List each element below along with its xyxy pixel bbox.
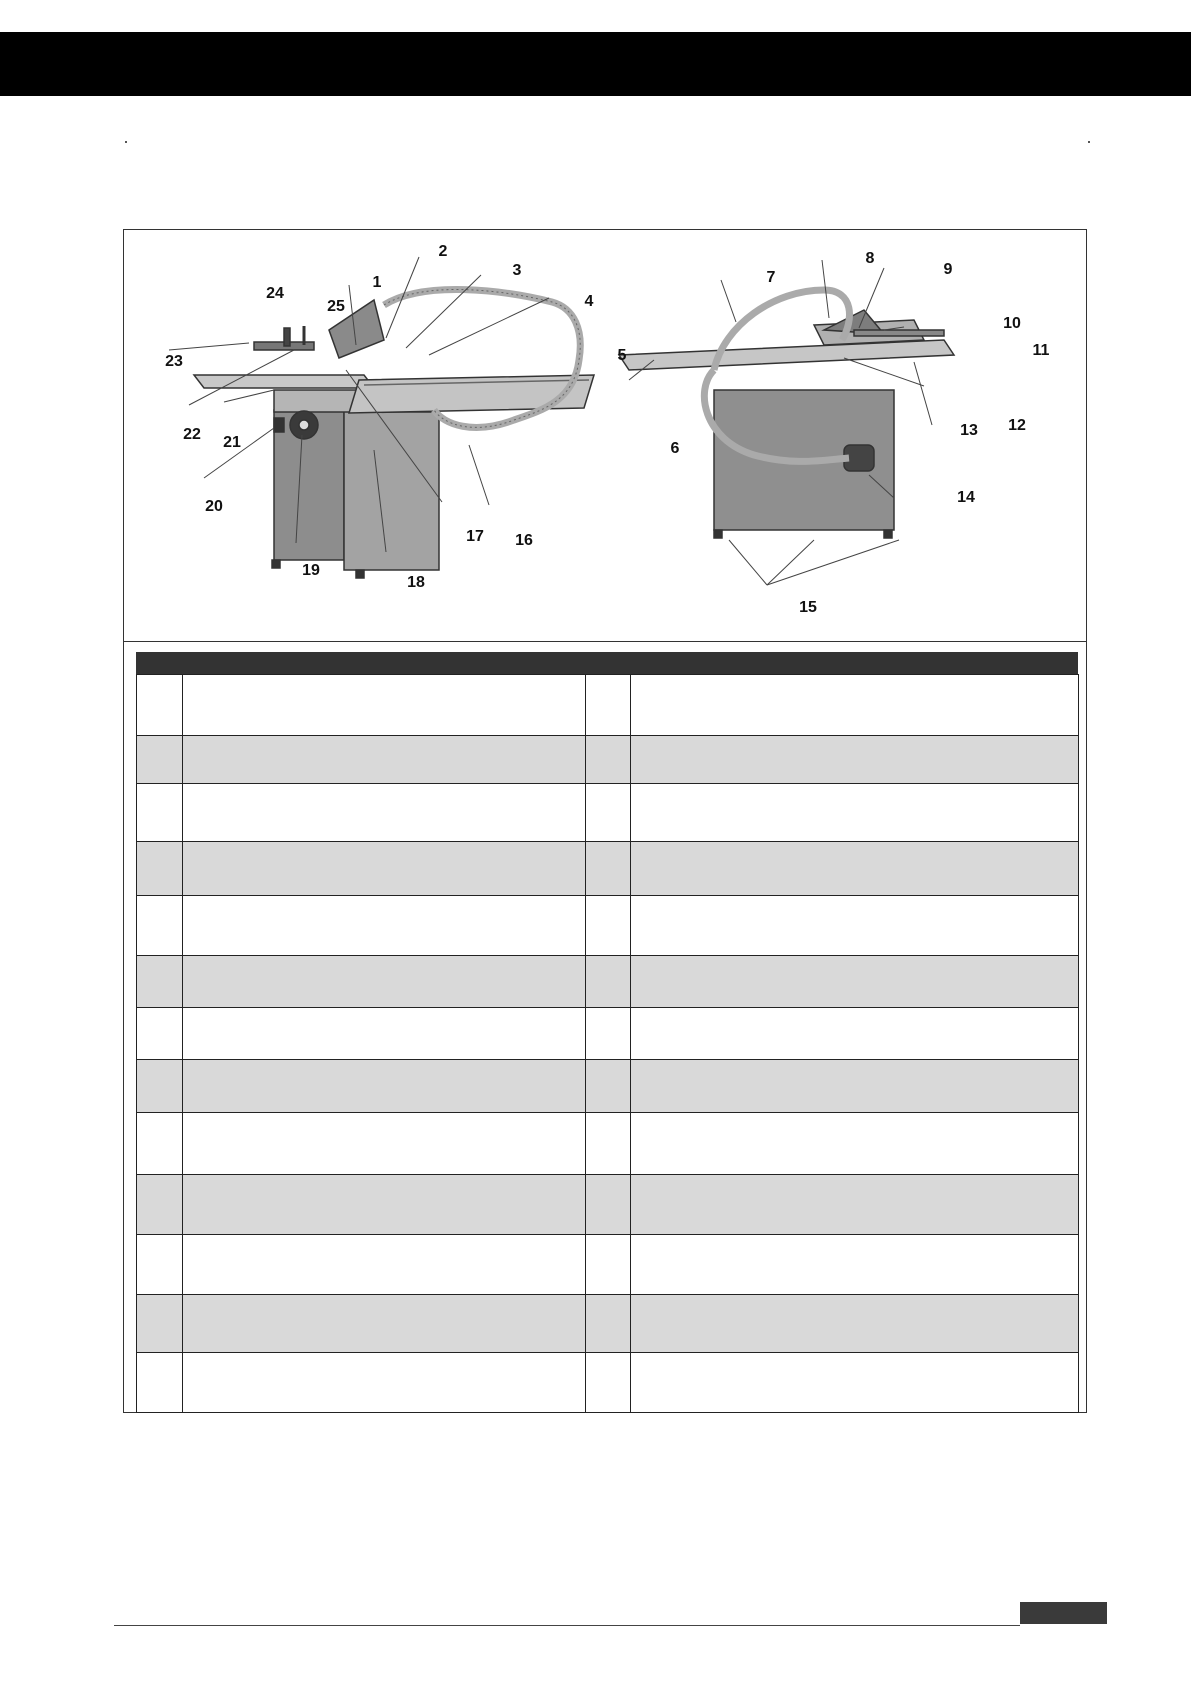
table-row [137, 896, 1079, 956]
table-row [137, 1353, 1079, 1413]
machine-illustration [123, 229, 1087, 641]
callout-18: 18 [407, 574, 425, 591]
part-description [183, 1353, 586, 1413]
left-view [194, 300, 594, 578]
part-number [586, 1113, 631, 1175]
callout-20: 20 [205, 498, 223, 515]
part-number [137, 1175, 183, 1235]
part-description [183, 736, 586, 784]
part-description [631, 784, 1079, 842]
callout-2: 2 [438, 243, 448, 260]
part-number [586, 896, 631, 956]
footer-rule [114, 1625, 1020, 1626]
part-number [586, 1295, 631, 1353]
table-row [137, 1008, 1079, 1060]
table-row [137, 1235, 1079, 1295]
parts-list-header [136, 652, 1078, 674]
part-description [631, 1295, 1079, 1353]
right-view [619, 310, 954, 538]
part-number [586, 842, 631, 896]
part-number [586, 1008, 631, 1060]
part-description [183, 1008, 586, 1060]
part-description [631, 842, 1079, 896]
part-description [183, 1113, 586, 1175]
table-row [137, 956, 1079, 1008]
part-description [631, 956, 1079, 1008]
part-description [183, 1175, 586, 1235]
part-number [586, 1175, 631, 1235]
callout-14: 14 [957, 489, 975, 506]
table-row [137, 736, 1079, 784]
part-number [586, 675, 631, 736]
callout-19: 19 [302, 562, 320, 579]
part-description [631, 1175, 1079, 1235]
part-number [137, 1295, 183, 1353]
callout-17: 17 [466, 528, 484, 545]
parts-list [123, 641, 1087, 1413]
part-number [586, 1060, 631, 1113]
part-number [137, 1235, 183, 1295]
callout-4: 4 [584, 293, 594, 310]
part-description [631, 1008, 1079, 1060]
part-description [183, 1295, 586, 1353]
part-number [137, 1008, 183, 1060]
part-description [183, 896, 586, 956]
part-description [631, 1235, 1079, 1295]
callout-10: 10 [1003, 315, 1021, 332]
part-number [586, 784, 631, 842]
callout-3: 3 [512, 262, 522, 279]
part-number [137, 842, 183, 896]
table-row [137, 1295, 1079, 1353]
part-number [586, 736, 631, 784]
part-number [137, 736, 183, 784]
part-description [183, 675, 586, 736]
header-bar [0, 32, 1191, 96]
part-number [137, 1113, 183, 1175]
part-number [137, 896, 183, 956]
part-number [137, 1353, 183, 1413]
part-description [183, 956, 586, 1008]
page-corner-mark [125, 141, 127, 143]
page-number-tab [1020, 1602, 1107, 1624]
part-description [631, 896, 1079, 956]
callout-7: 7 [766, 269, 776, 286]
table-row [137, 1113, 1079, 1175]
part-description [183, 784, 586, 842]
page-corner-mark [1088, 141, 1090, 143]
part-number [586, 1235, 631, 1295]
table-row [137, 675, 1079, 736]
callout-15: 15 [799, 599, 817, 616]
callout-23: 23 [165, 353, 183, 370]
part-number [137, 1060, 183, 1113]
part-description [183, 842, 586, 896]
part-number [137, 784, 183, 842]
part-description [631, 736, 1079, 784]
part-number [137, 956, 183, 1008]
part-description [631, 675, 1079, 736]
table-row [137, 1175, 1079, 1235]
part-description [183, 1235, 586, 1295]
part-number [137, 675, 183, 736]
table-row [137, 1060, 1079, 1113]
part-description [631, 1113, 1079, 1175]
part-description [631, 1060, 1079, 1113]
callout-25: 25 [327, 298, 345, 315]
table-row [137, 784, 1079, 842]
callout-22: 22 [183, 426, 201, 443]
part-description [631, 1353, 1079, 1413]
callout-11: 11 [1032, 342, 1050, 359]
callout-5: 5 [617, 347, 627, 364]
parts-table [136, 674, 1079, 1413]
callout-12: 12 [1008, 417, 1026, 434]
part-description [183, 1060, 586, 1113]
table-row [137, 842, 1079, 896]
callout-1: 1 [372, 274, 382, 291]
callout-13: 13 [960, 422, 978, 439]
part-number [586, 1353, 631, 1413]
callout-9: 9 [943, 261, 953, 278]
part-number [586, 956, 631, 1008]
callout-21: 21 [223, 434, 241, 451]
callout-8: 8 [865, 250, 875, 267]
callout-6: 6 [670, 440, 680, 457]
callout-16: 16 [515, 532, 533, 549]
callout-24: 24 [266, 285, 284, 302]
